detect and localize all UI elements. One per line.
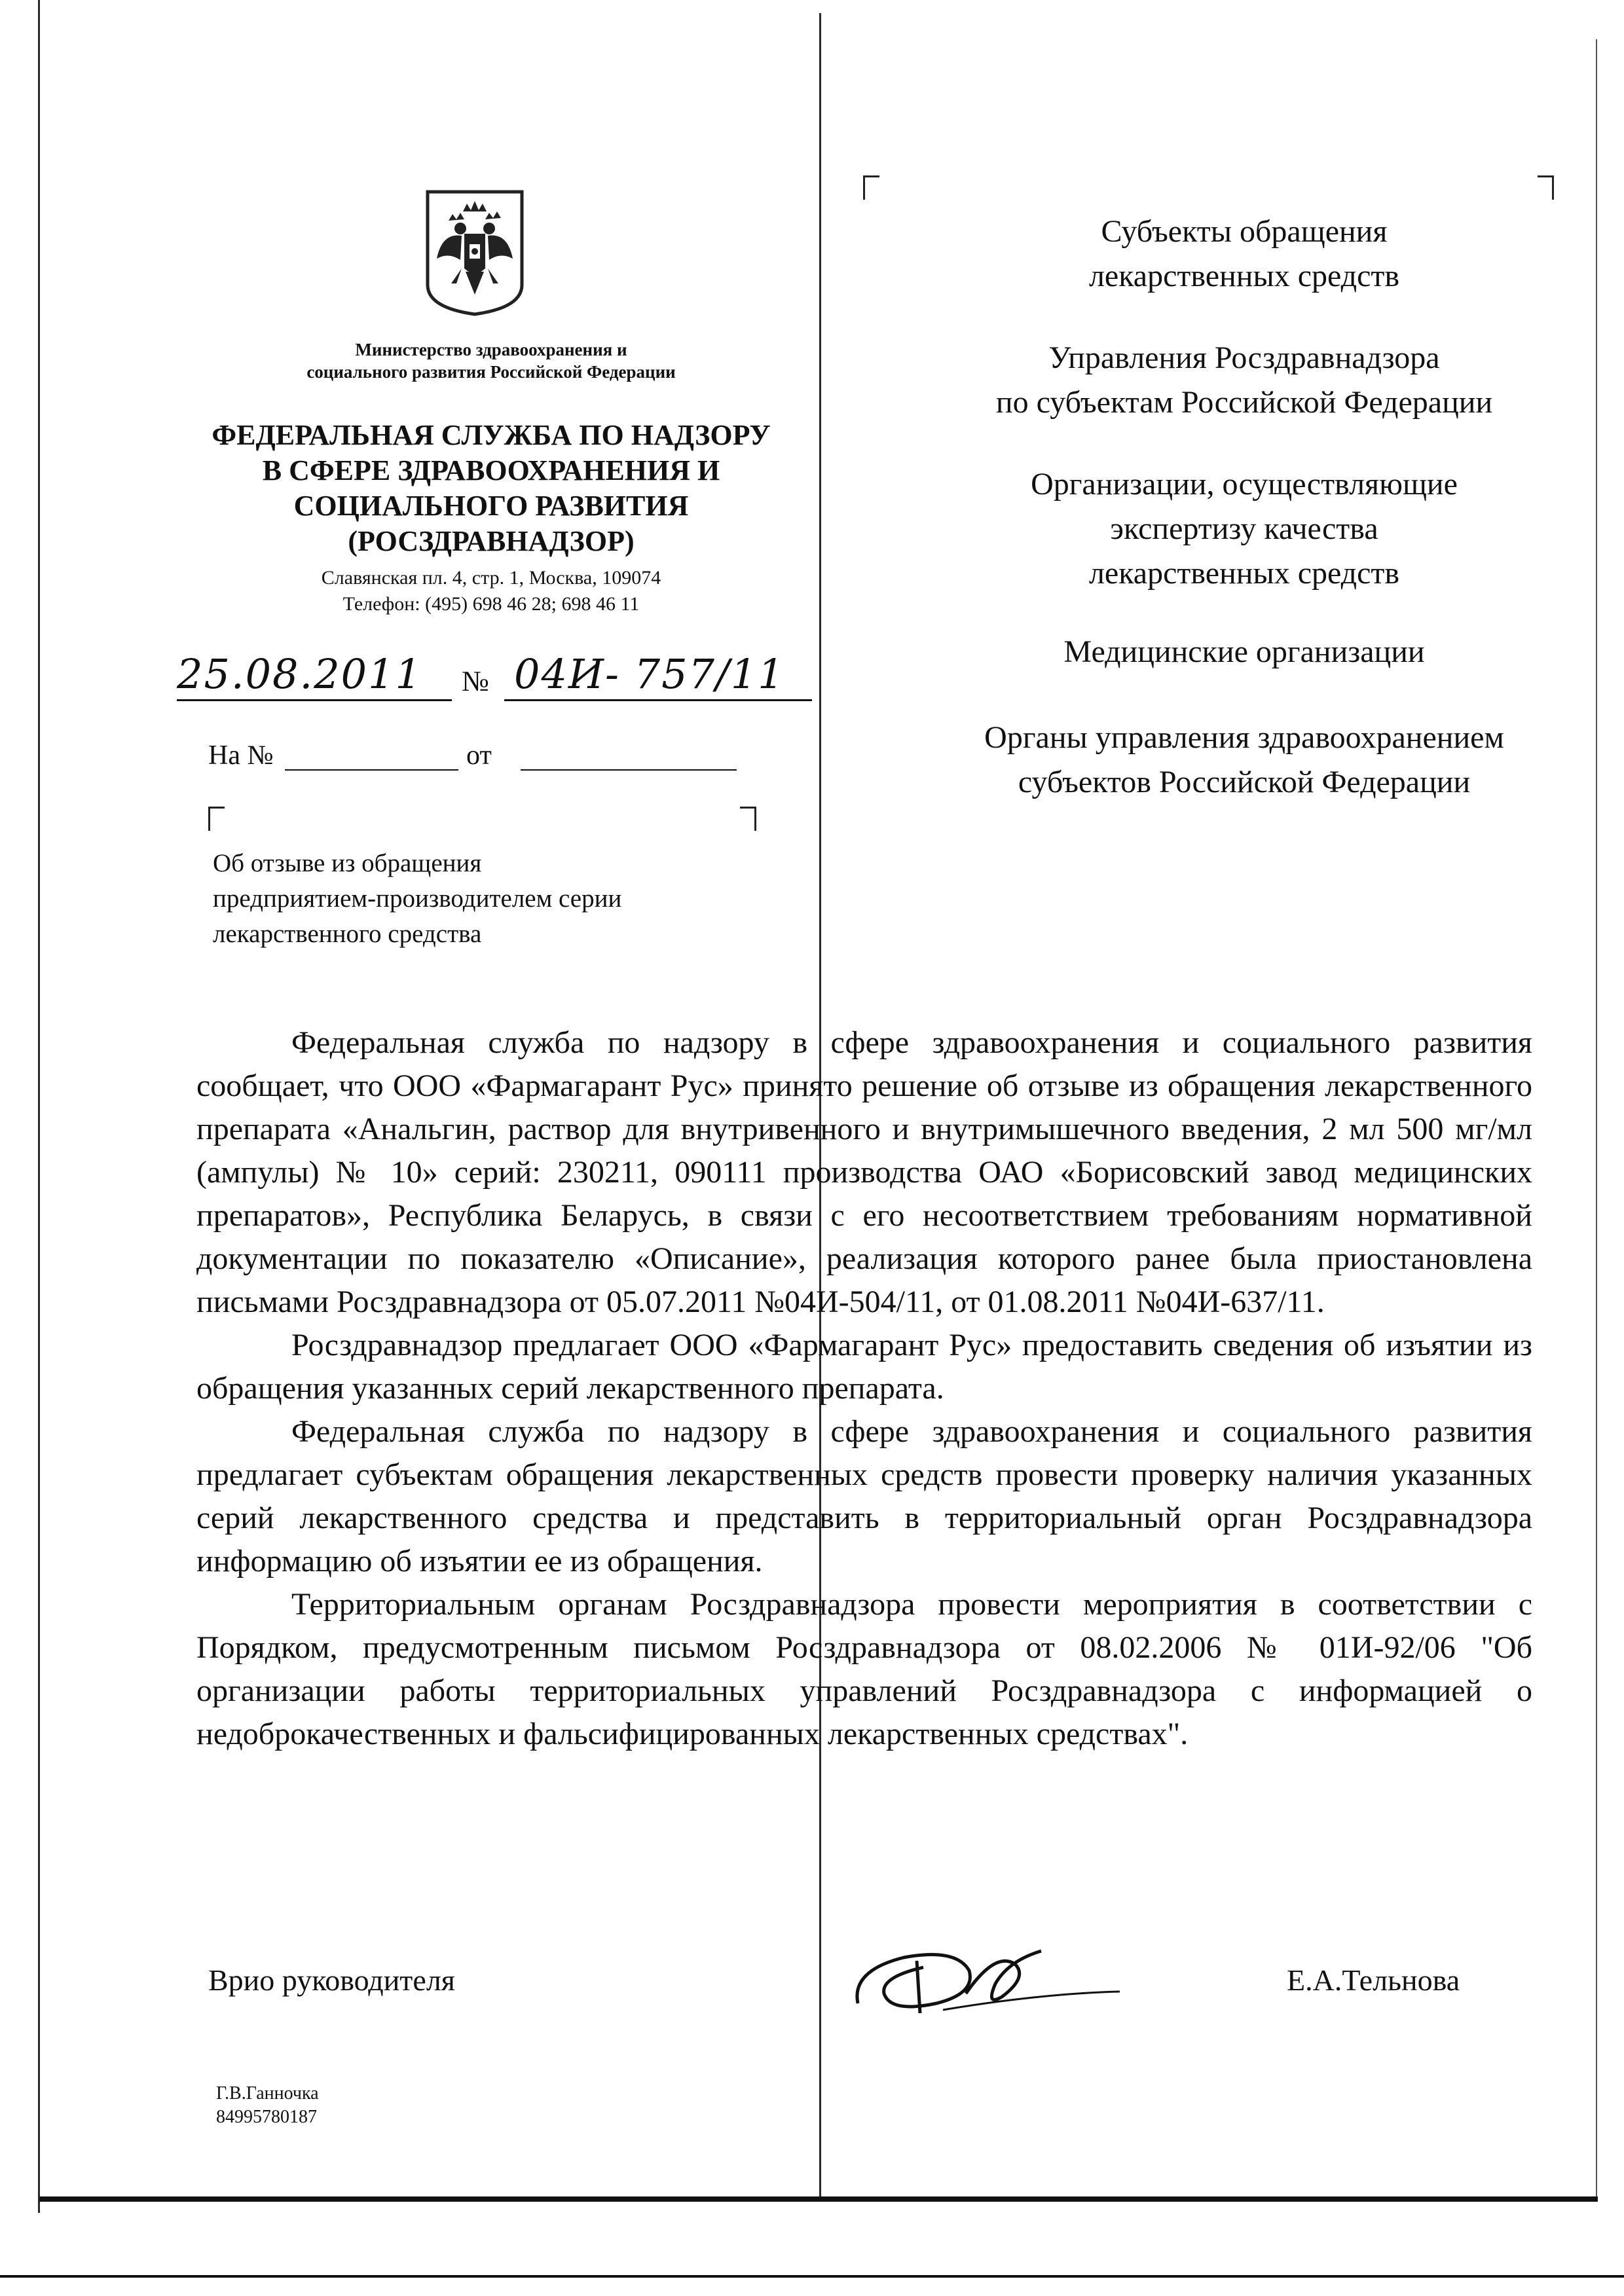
executor-info — [216, 2082, 319, 2129]
signatory-name: Е.А.Тельнова — [1287, 1963, 1460, 1997]
reply-date-line — [521, 769, 737, 771]
body-paragraph: Федеральная служба по надзору в сфере здравоохранения и социального развития сообщает, что ООО «Фармагарант Рус» принято решение об отзыве из обращения лекарственного препарата «Анальгин, раствор для внутривенного и внутримышечного введения, 2 мл 500 мг/мл (ампулы) № 10» серий: 230211, 090111 производства ОАО «Борисовский завод медицинских препаратов», Республика Беларусь, в связи с его несоответствием требованиям нормативной документации по показателю «Описание», реализация которого ранее была приостановлена письмами Росздравнадзора от 05.07.2011 №04И-504/11, от 01.08.2011 №04И-637/11. — [196, 1025, 1532, 1319]
date-underline — [177, 699, 452, 701]
addressee-line: лекарственных средств — [1088, 259, 1400, 293]
executor-phone: 84995780187 — [216, 2107, 317, 2127]
addressee-line: Организации, осуществляющие — [1031, 467, 1458, 501]
ministry-line: Министерство здравоохранения и — [355, 340, 627, 359]
ministry-name — [232, 338, 750, 383]
letter-body — [196, 1021, 1532, 1756]
subject-bracket-right — [740, 807, 756, 831]
addressee-block — [917, 716, 1572, 805]
subject-bracket-left — [208, 807, 225, 831]
addressee-line: Органы управления здравоохранением — [984, 720, 1504, 755]
letter-subject — [213, 846, 802, 952]
service-line: СОЦИАЛЬНОГО РАЗВИТИЯ — [293, 490, 689, 522]
subject-line: предприятием-производителем серии — [213, 884, 622, 913]
addressee-line: лекарственных средств — [1088, 556, 1400, 591]
signatory-position: Врио руководителя — [208, 1963, 455, 1997]
registration-number: 04И- 757/11 — [514, 650, 785, 698]
addressee-block — [917, 630, 1572, 674]
service-line: (РОСЗДРАВНАДЗОР) — [348, 525, 635, 557]
service-address — [196, 565, 786, 617]
body-paragraph: Росздравнадзор предлагает ООО «Фармагарант Рус» предоставить сведения об изъятии из обращения указанных серий лекарственного препарата. — [196, 1328, 1532, 1406]
address-line: Славянская пл. 4, стр. 1, Москва, 109074 — [321, 567, 661, 589]
registration-date: 25.08.2011 — [177, 650, 422, 698]
addressee-line: субъектов Российской Федерации — [1018, 765, 1471, 799]
phone-line: Телефон: (495) 698 46 28; 698 46 11 — [342, 593, 640, 615]
scan-bottom-bar — [39, 2196, 1598, 2202]
addressee-line: Управления Росздравнадзора — [1048, 340, 1440, 375]
number-underline — [504, 699, 812, 701]
service-name — [196, 418, 786, 559]
ministry-line: социального развития Российской Федерации — [306, 362, 676, 382]
executor-name: Г.В.Ганночка — [216, 2083, 319, 2104]
addressee-bracket-right — [1538, 175, 1554, 200]
number-sign: № — [462, 665, 489, 697]
scan-bottom-edge — [0, 2275, 1624, 2278]
reply-label: На № — [208, 740, 274, 771]
addressee-block — [917, 462, 1572, 596]
addressee-line: по субъектам Российской Федерации — [995, 385, 1493, 420]
scan-right-border — [1596, 39, 1597, 2200]
reply-number-line — [285, 769, 458, 771]
service-line: В СФЕРЕ ЗДРАВООХРАНЕНИЯ И — [262, 454, 720, 486]
body-paragraph: Федеральная служба по надзору в сфере здравоохранения и социального развития предлагает субъектам обращения лекарственных средств провести проверку наличия указанных серий лекарственного средства и представить в территориальный орган Росздравнадзора информацию об изъятии ее из обращения. — [196, 1414, 1532, 1578]
addressee-block — [917, 210, 1572, 299]
body-paragraph: Территориальным органам Росздравнадзора провести мероприятия в соответствии с Порядком, предусмотренным письмом Росздравнадзора от 08.02.2006 № 01И-92/06 "Об организации работы территориальных управлений Росздравнадзора с информацией о недоброкачественных и фальсифицированных лекарственных средствах". — [196, 1587, 1532, 1751]
scan-left-border — [38, 0, 40, 2213]
addressee-bracket-left — [863, 175, 879, 200]
subject-line: лекарственного средства — [213, 920, 482, 948]
from-label: от — [466, 740, 492, 771]
addressee-line: Субъекты обращения — [1101, 214, 1388, 249]
service-line: ФЕДЕРАЛЬНАЯ СЛУЖБА ПО НАДЗОРУ — [212, 419, 771, 451]
addressee-line: экспертизу качества — [1110, 511, 1378, 546]
subject-line: Об отзыве из обращения — [213, 849, 482, 877]
addressee-line: Медицинские организации — [1063, 634, 1425, 669]
handwritten-signature — [845, 1931, 1126, 2036]
state-emblem-icon — [422, 187, 527, 318]
addressee-block — [917, 336, 1572, 425]
